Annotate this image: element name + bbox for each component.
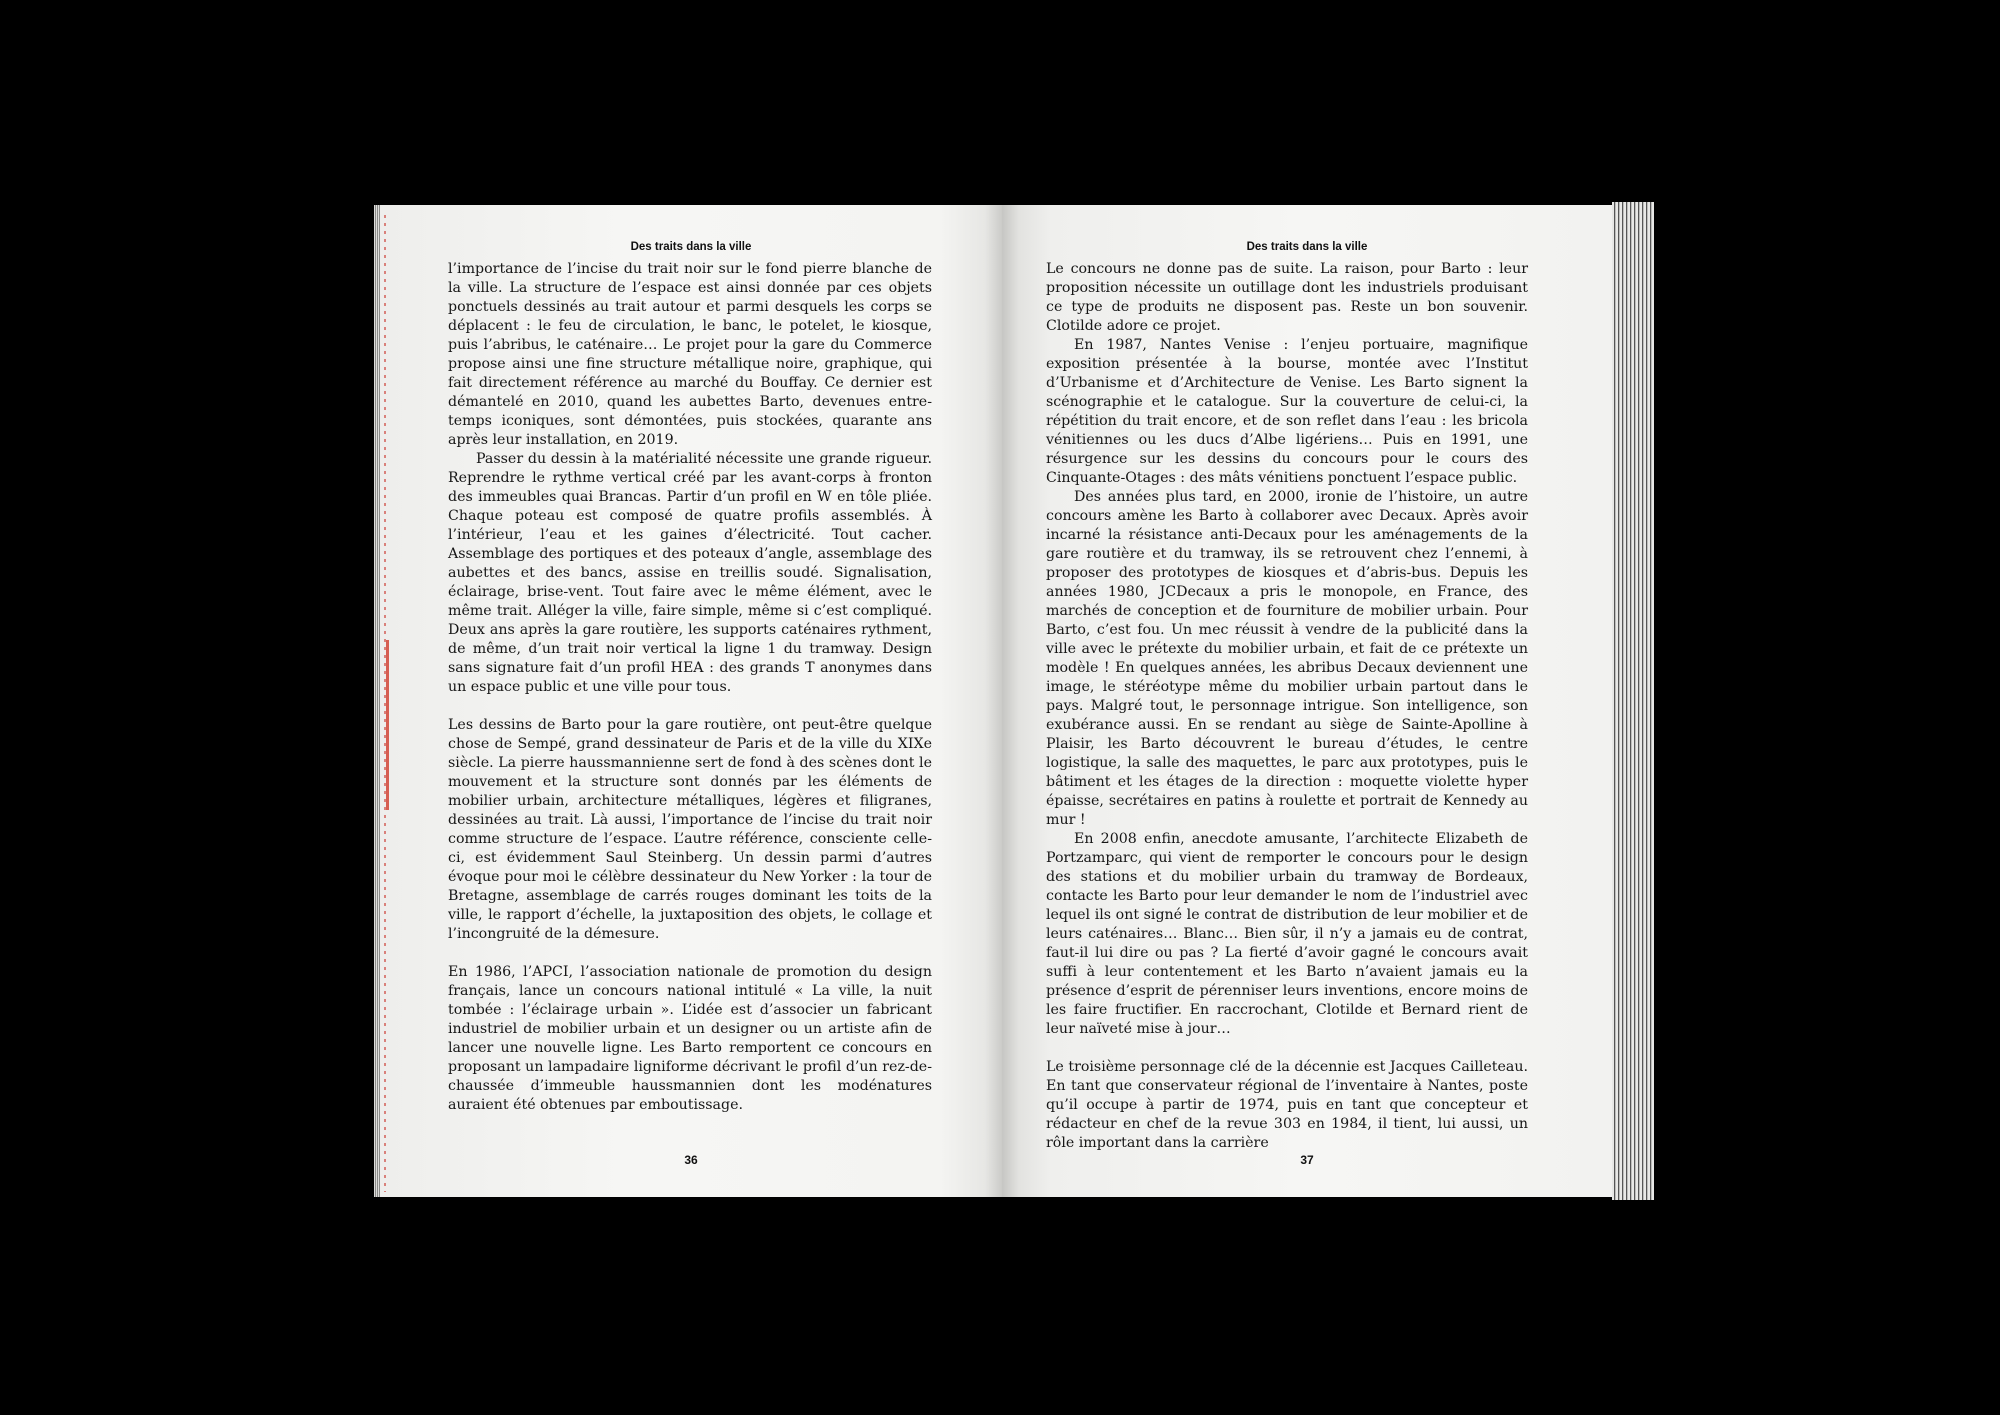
left-running-head: Des traits dans la ville (630, 241, 752, 253)
right-paragraph-3: Des années plus tard, en 2000, ironie de l’histoire, un autre concours amène les Barto à collaborer avec Decaux. Après avoir incarné la résistance anti-Decaux pour les aménagements de la gare routière et du tramway, ils se retrouvent chez l’ennemi, à proposer des prototypes de kiosques et d’abris-bus. Depuis les années 1980, JCDecaux a pris le monopole, en France, des marchés de conception et de fourniture de mobilier urbain. Pour Barto, c’est fou. Un mec réussit à vendre de la publicité dans la ville avec le prétexte du mobilier urbain, et fait de ce prétexte un modèle ! En quelques années, les abribus Decaux deviennent une image, le stéréotype même du mobilier urbain partout dans le pays. Malgré tout, le personnage intrigue. Son intelligence, son exubérance aussi. En se rendant au siège de Sainte-Apolline à Plaisir, les Barto découvrent le bureau d’études, le centre logistique, la salle des maquettes, le parc aux prototypes, puis le bâtiment et les étages de la direction : moquette violette hyper épaisse, secrétaires en patins à roulette et portrait de Kennedy au mur ! (1046, 489, 1528, 828)
red-edge-bar (386, 640, 389, 810)
book-gutter-shadow (985, 205, 1019, 1197)
right-paragraph-5: Le troisième personnage clé de la décennie est Jacques Cailleteau. En tant que conservateur régional de l’inventaire à Nantes, poste qu’il occupe à partir de 1974, puis en tant que concepteur et rédacteur en chef de la revue 303 en 1984, il tient, lui aussi, un rôle important dans la carrière (1046, 1059, 1528, 1151)
left-paragraph-2: Passer du dessin à la matérialité nécessite une grande rigueur. Reprendre le rythme vertical créé par les avant-corps à fronton des immeubles quai Brancas. Partir d’un profil en W en tôle pliée. Chaque poteau est composé de quatre profils assemblés. À l’intérieur, l’eau et les gaines d’électricité. Tout cacher. Assemblage des portiques et des poteaux d’angle, assemblage des aubettes et des bancs, assise en treillis soudé. Signalisation, éclairage, brise-vent. Tout faire avec le même élément, avec le même trait. Alléger la ville, faire simple, même si c’est compliqué. Deux ans après la gare routière, les supports caténaires rythment, de même, d’un trait noir vertical la ligne 1 du tramway. Design sans signature fait d’un profil HEA : des grands T anonymes dans un espace public et une ville pour tous. (448, 451, 932, 695)
right-paragraph-4: En 2008 enfin, anecdote amusante, l’architecte Elizabeth de Portzamparc, qui vient de remporter le concours pour le design des stations et du mobilier urbain du tramway de Bordeaux, contacte les Barto pour leur demander le nom de l’industriel avec lequel ils ont signé le contrat de distribution de leur mobilier et de leurs caténaires… Blanc… Bien sûr, il n’y a jamais eu de contrat, faut-il lui dire ou pas ? La fierté d’avoir gagné le concours avait suffi à leur contentement et les Barto n’avaient jamais eu la présence d’esprit de pérenniser leurs inventions, encore moins de les faire fructifier. En raccrochant, Clotilde et Bernard rient de leur naïveté mise à jour… (1046, 831, 1528, 1037)
left-paragraph-1: l’importance de l’incise du trait noir sur le fond pierre blanche de la ville. La structure de l’espace est ainsi donnée par ces objets ponctuels dessinés au trait autour et parmi desquels les corps se déplacent : le feu de circulation, le banc, le potelet, le kiosque, puis l’abribus, le caténaire… Le projet pour la gare du Commerce propose ainsi une fine structure métallique noire, graphique, qui fait directement référence au marché du Bouffay. Ce dernier est démantelé en 2010, quand les aubettes Barto, devenues entre-temps iconiques, sont démontées, puis stockées, quarante ans après leur installation, en 2019. (448, 261, 932, 448)
right-running-head: Des traits dans la ville (1246, 241, 1368, 253)
left-text-block (448, 260, 932, 1115)
right-text-block (1046, 260, 1528, 1153)
left-page-number: 36 (684, 1153, 698, 1167)
left-page (380, 205, 1002, 1197)
right-paragraph-1: Le concours ne donne pas de suite. La raison, pour Barto : leur proposition nécessite un outillage dont les industriels produisant ce type de produits ne disposent pas. Reste un bon souvenir. Clotilde adore ce projet. (1046, 261, 1528, 334)
right-paragraph-2: En 1987, Nantes Venise : l’enjeu portuaire, magnifique exposition présentée à la bourse, montée avec l’Institut d’Urbanisme et d’Architecture de Venise. Les Barto signent la scénographie et le catalogue. Sur la couverture de celui-ci, la répétition du trait encore, et de son reflet dans l’eau : les bricola vénitiennes ou les ducs d’Albe ligériens… Puis en 1991, une résurgence sur les dessins du concours pour le cours des Cinquante-Otages : des mâts vénitiens ponctuent l’espace public. (1046, 337, 1528, 486)
right-page-number: 37 (1300, 1153, 1314, 1167)
left-paragraph-4: En 1986, l’APCI, l’association nationale de promotion du design français, lance un concours national intitulé « La ville, la nuit tombée : l’éclairage urbain ». L’idée est d’associer un fabricant industriel de mobilier urbain et un designer ou un artiste afin de lancer une nouvelle ligne. Les Barto remportent ce concours en proposant un lampadaire ligniforme décrivant le profil d’un rez-de-chaussée d’immeuble haussmannien dont les modénatures auraient été obtenues par emboutissage. (448, 964, 932, 1113)
left-paragraph-3: Les dessins de Barto pour la gare routière, ont peut-être quelque chose de Sempé, grand dessinateur de Paris et de la ville du XIXe siècle. La pierre haussmannienne sert de fond à des scènes dont le mouvement et la structure sont donnés par les éléments de mobilier urbain, architecture métalliques, légères et filigranes, dessinées au trait. Là aussi, l’importance de l’incise du trait noir comme structure de l’espace. L’autre référence, consciente celle-ci, est évidemment Saul Steinberg. Un dessin parmi d’autres évoque pour moi le célèbre dessinateur du New Yorker : la tour de Bretagne, assemblage de carrés rouges dominant les toits de la ville, le rapport d’échelle, la juxtaposition des objets, le collage et l’incongruité de la démesure. (448, 717, 932, 942)
right-page-stack-edge (1612, 202, 1654, 1200)
right-page (1002, 205, 1612, 1197)
